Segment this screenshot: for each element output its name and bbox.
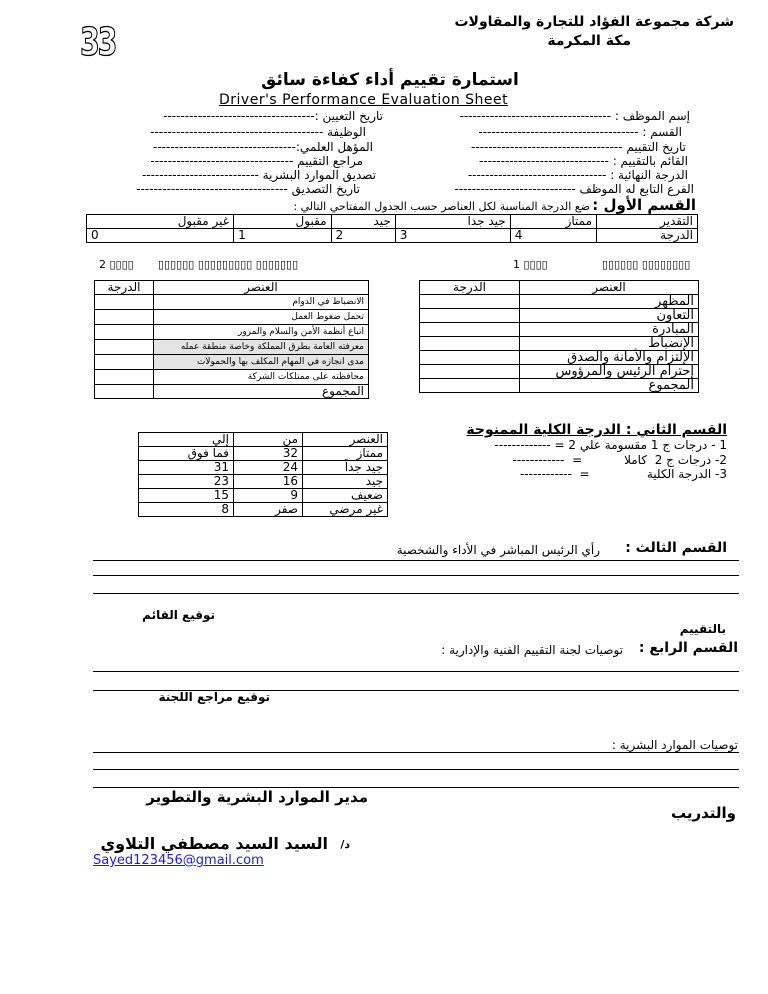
info-branch: الفرع التابع له الموظف ---------------------------- bbox=[454, 182, 694, 196]
scale-score: 2 bbox=[331, 229, 395, 243]
table2-score-cell[interactable] bbox=[95, 370, 154, 385]
section4-title: القسم الرابع : bbox=[638, 640, 738, 656]
table1-row-label: الإلتزام والأمانة والصدق bbox=[520, 351, 699, 365]
section3-text: رأي الرئيس المباشر في الأداء والشخصية bbox=[396, 543, 600, 557]
manager-title: مدير الموارد البشرية والتطوير bbox=[146, 788, 368, 806]
evaluation-table-1 bbox=[419, 280, 699, 393]
table1-caption-number: 1 ▯▯▯▯ bbox=[513, 258, 548, 271]
table2-row-label: معرفته العامة بطرق المملكة وخاصة منطقة عمله bbox=[154, 340, 369, 355]
section3-title: القسم الثالث : bbox=[625, 540, 727, 556]
author-email-link[interactable]: Sayed123456@gmail.com bbox=[93, 853, 264, 868]
info-qualification: المؤهل العلمي:--------------------------------- bbox=[153, 140, 373, 154]
scale-rating: ممتاز bbox=[510, 215, 596, 229]
grade-cell: ضعيف bbox=[303, 489, 388, 503]
info-hire-date: تاريخ التعيين :----------------------------------- bbox=[163, 109, 383, 123]
table1-total-label: المجموع bbox=[520, 379, 699, 393]
table1-header-score: الدرجة bbox=[420, 281, 520, 295]
info-approval-date: تاريخ التصديق ----------------------------------- bbox=[136, 182, 360, 196]
info-evaluation-date: تاريخ التقييم ----------------------------------- bbox=[471, 140, 686, 154]
evaluator-signature-label-2: بالتقييم bbox=[679, 622, 726, 636]
form-title-en: Driver's Performance Evaluation Sheet bbox=[219, 92, 509, 108]
table1-row-label: الإنضباط bbox=[520, 337, 699, 351]
info-hr-approval: تصديق الموارد البشرية --------------------------- bbox=[141, 168, 376, 182]
info-department: القسم : ------------------------------------- bbox=[478, 125, 682, 139]
table2-caption-number: 2 ▯▯▯▯ bbox=[99, 258, 134, 271]
scale-rating: غير مقبول bbox=[87, 215, 234, 229]
section2-line-1: 1 - درجات ج 1 مقسومة علي 2 = ------------- bbox=[494, 438, 727, 452]
author-name: السيد السيد مصطفي التلاوي bbox=[100, 834, 328, 853]
company-city: مكة المكرمة bbox=[547, 33, 631, 49]
table1-score-cell[interactable] bbox=[420, 365, 520, 379]
grade-cell: فما فوق bbox=[139, 447, 234, 461]
rating-scale-table bbox=[86, 214, 698, 243]
grade-range-table bbox=[138, 432, 388, 517]
grade-cell: 9 bbox=[234, 489, 303, 503]
table2-score-cell[interactable] bbox=[95, 310, 154, 325]
table1-score-cell[interactable] bbox=[420, 337, 520, 351]
evaluator-signature-label: توقيع القائم bbox=[142, 608, 215, 622]
grade-cell: ممتاز bbox=[303, 447, 388, 461]
committee-signature-label: توقيع مراجع اللجنة bbox=[158, 690, 270, 704]
table2-caption: ▯▯▯▯▯▯ ▯▯▯▯▯▯▯▯▯ ▯▯▯▯▯▯▯ bbox=[158, 258, 299, 271]
answer-line[interactable] bbox=[93, 593, 739, 594]
answer-line[interactable] bbox=[93, 752, 739, 753]
answer-line[interactable] bbox=[93, 769, 739, 770]
evaluation-table-2 bbox=[94, 280, 369, 399]
table2-score-cell[interactable] bbox=[95, 325, 154, 340]
scale-score: 3 bbox=[395, 229, 510, 243]
grade-cell: جيد bbox=[303, 475, 388, 489]
scale-score: 4 bbox=[510, 229, 596, 243]
table2-header-element: العنصر bbox=[154, 281, 369, 295]
table1-row-label: المظهر bbox=[520, 295, 699, 309]
answer-line[interactable] bbox=[93, 560, 739, 561]
info-evaluator: القائم بالتقييم : ------------------------------ bbox=[478, 154, 688, 168]
grade-cell: 23 bbox=[139, 475, 234, 489]
table2-row-label: مدى انجازه في المهام المكلف بها والحمولات bbox=[154, 355, 369, 370]
table2-row-label: الانضباط في الدوام bbox=[154, 295, 369, 310]
form-title-ar: استمارة تقييم أداء كفاءة سائق bbox=[261, 70, 519, 90]
table1-row-label: التعاون bbox=[520, 309, 699, 323]
author-prefix: د/ bbox=[340, 838, 350, 851]
section1-instruction: ضع الدرجة المناسبة لكل العناصر حسب الجدول المفتاحي التالي : bbox=[293, 200, 590, 213]
section2-title: القسم الثاني : الدرجة الكلية الممنوحة bbox=[466, 422, 727, 438]
table2-score-cell[interactable] bbox=[95, 355, 154, 370]
info-reviewer: مراجع التقييم --------------------------------- bbox=[150, 154, 363, 168]
table1-score-cell[interactable] bbox=[420, 323, 520, 337]
answer-line[interactable] bbox=[93, 575, 739, 576]
section2-line-2: 2- درجات ج 2 كاملا = ------------ bbox=[512, 453, 727, 467]
section4-text: توصيات لجنة التقييم الفنية والإدارية : bbox=[441, 643, 623, 657]
info-final-score: الدرجة النهائية : -------------------------------- bbox=[467, 168, 688, 182]
page-number-badge: 33 bbox=[80, 20, 116, 64]
info-employee-name: إسم الموظف : ----------------------------------- bbox=[459, 109, 690, 123]
table2-score-cell[interactable] bbox=[95, 295, 154, 310]
info-job-title: الوظيفة ---------------------------------------- bbox=[150, 125, 366, 139]
scale-rating: مقبول bbox=[234, 215, 332, 229]
table2-total-label: المجموع bbox=[154, 385, 369, 399]
grade-cell: غير مرضي bbox=[303, 503, 388, 517]
hr-recommendations-label: توصيات الموارد البشرية : bbox=[611, 738, 738, 752]
grade-cell: صفر bbox=[234, 503, 303, 517]
scale-label-rating: التقدير bbox=[597, 215, 698, 229]
scale-score: 1 bbox=[234, 229, 332, 243]
table1-score-cell[interactable] bbox=[420, 351, 520, 365]
manager-title-cont: والتدريب bbox=[670, 804, 736, 822]
table2-row-label: تحمل ضغوط العمل bbox=[154, 310, 369, 325]
section2-line-3: 3- الدرجة الكلية = ------------ bbox=[519, 467, 727, 481]
table2-header-score: الدرجة bbox=[95, 281, 154, 295]
scale-rating: جيد bbox=[331, 215, 395, 229]
scale-label-score: الدرجة bbox=[597, 229, 698, 243]
table2-score-cell[interactable] bbox=[95, 340, 154, 355]
scale-rating: جيد جدا bbox=[395, 215, 510, 229]
table1-caption: ▯▯▯▯▯▯ ▯▯▯▯▯▯▯▯ bbox=[602, 258, 691, 271]
grade-header: العنصر bbox=[303, 433, 388, 447]
section1-title: القسم الأول : bbox=[592, 196, 696, 214]
grade-header: إلي bbox=[139, 433, 234, 447]
table1-header-element: العنصر bbox=[520, 281, 699, 295]
grade-cell: 31 bbox=[139, 461, 234, 475]
table2-total-cell[interactable] bbox=[95, 385, 154, 399]
grade-cell: 32 bbox=[234, 447, 303, 461]
table2-row-label: محافظته على ممتلكات الشركة bbox=[154, 370, 369, 385]
table1-row-label: إحترام الرئيس والمرؤوس bbox=[520, 365, 699, 379]
table1-score-cell[interactable] bbox=[420, 295, 520, 309]
scale-score: 0 bbox=[87, 229, 234, 243]
table2-row-label: اتباع أنظمة الأمن والسلام والمرور bbox=[154, 325, 369, 340]
grade-cell: 24 bbox=[234, 461, 303, 475]
answer-line[interactable] bbox=[93, 671, 739, 672]
table1-total-cell[interactable] bbox=[420, 379, 520, 393]
grade-cell: 8 bbox=[139, 503, 234, 517]
company-name: شركة مجموعة الفؤاد للتجارة والمقاولات bbox=[454, 14, 734, 30]
grade-header: من bbox=[234, 433, 303, 447]
grade-cell: 15 bbox=[139, 489, 234, 503]
grade-cell: 16 bbox=[234, 475, 303, 489]
table1-row-label: المبادرة bbox=[520, 323, 699, 337]
table1-score-cell[interactable] bbox=[420, 309, 520, 323]
grade-cell: جيد جداً bbox=[303, 461, 388, 475]
